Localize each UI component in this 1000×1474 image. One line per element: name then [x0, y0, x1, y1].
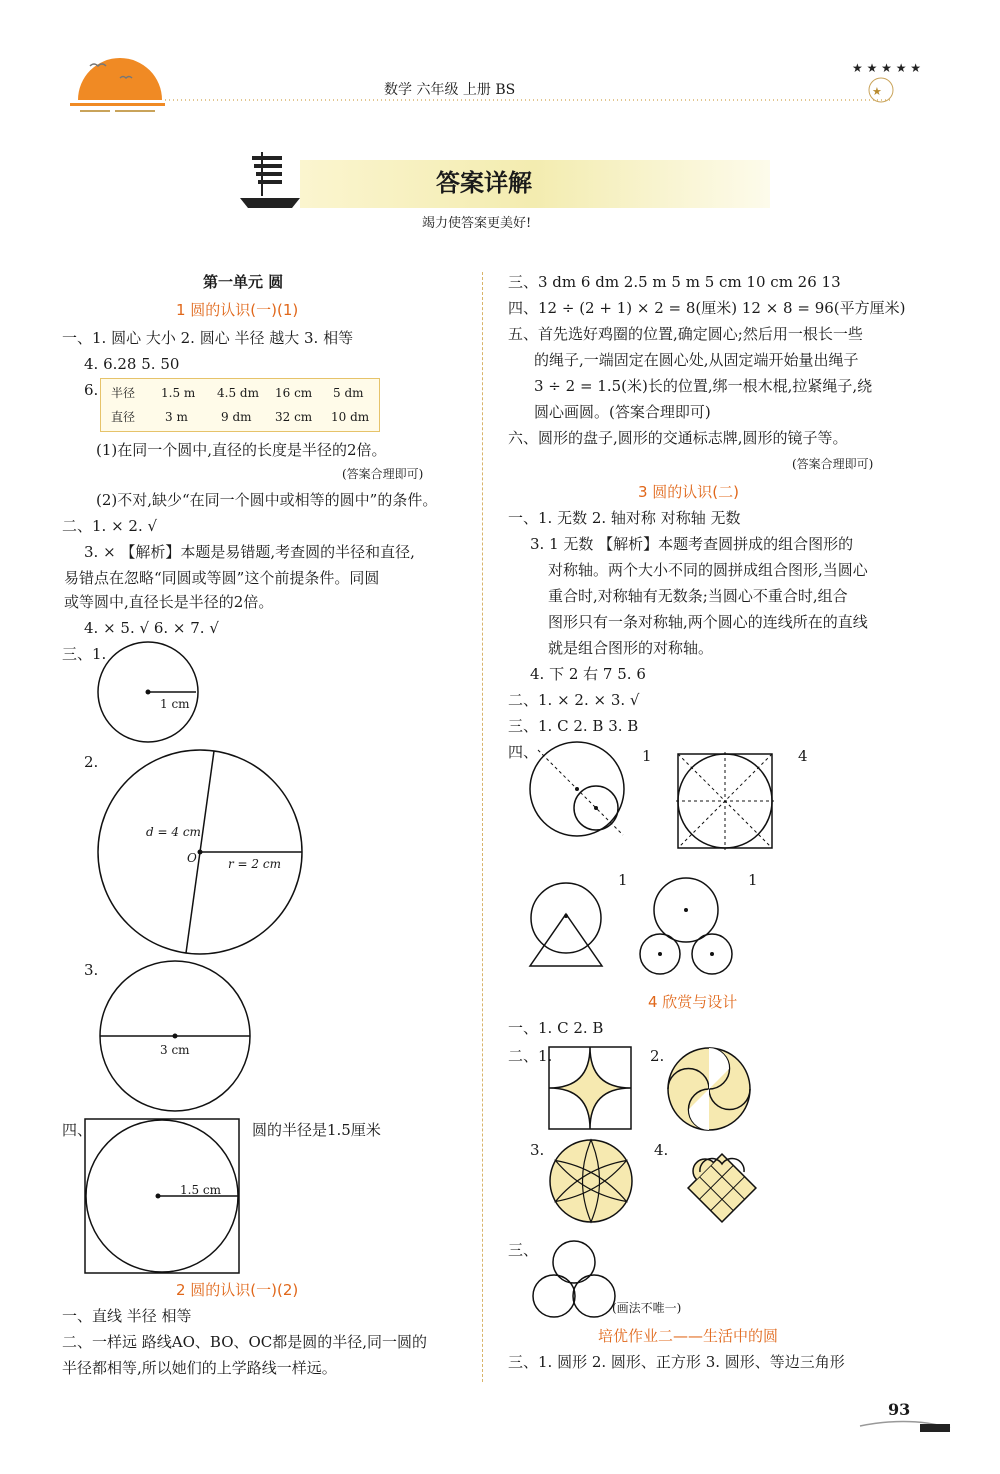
sailboat-icon: [240, 152, 300, 208]
symmetry-figure-triangle-circle: [528, 880, 604, 970]
answer-line: 对称轴。两个大小不同的圆拼成组合图形,当圆心: [548, 561, 868, 579]
lesson4-title: 4 欣赏与设计: [648, 993, 738, 1011]
circle-figure-3: [98, 960, 254, 1114]
symmetry-figure-three-circles: [638, 876, 738, 976]
page-number-decoration: [850, 1398, 980, 1438]
table-cell: 直径: [111, 410, 136, 424]
lesson2-title: 2 圆的认识(一)(2): [176, 1281, 299, 1299]
answer-line: 三、3 dm 6 dm 2.5 m 5 m 5 cm 10 cm 26 13: [508, 273, 841, 291]
answer-line: 4. 下 2 右 7 5. 6: [530, 665, 646, 683]
figure-label: O: [187, 851, 197, 865]
figure-label: r = 2 cm: [228, 857, 281, 871]
answer-line: 三、1. 圆形 2. 圆形、正方形 3. 圆形、等边三角形: [508, 1353, 845, 1371]
question-label: 3.: [530, 1141, 545, 1159]
svg-text:★: ★: [872, 85, 882, 98]
symmetry-figure-circle-square: [676, 752, 776, 852]
axis-count: 1: [618, 871, 628, 889]
answer-line: 图形只有一条对称轴,两个圆心的连线所在的直线: [548, 613, 868, 631]
figure-label: 1.5 cm: [180, 1183, 221, 1197]
page-number: 93: [888, 1400, 911, 1419]
question-label: 2.: [84, 753, 99, 771]
question-label: 2.: [650, 1047, 665, 1065]
radius-diameter-table: [100, 378, 380, 432]
answer-line: 一、1. 圆心 大小 2. 圆心 半径 越大 3. 相等: [62, 329, 354, 347]
answer-line: 3. 1 无数 【解析】本题考查圆拼成的组合图形的: [530, 535, 854, 553]
table-cell: 16 cm: [275, 386, 313, 400]
answer-line: 二、1. × 2. × 3. √: [508, 691, 640, 709]
lesson3-title: 3 圆的认识(二): [638, 483, 740, 501]
table-cell: 5 dm: [333, 386, 364, 400]
lesson5-title: 培优作业二——生活中的圆: [598, 1327, 779, 1345]
table-cell: 10 dm: [331, 410, 370, 424]
answer-line: 三、1.: [62, 645, 107, 663]
three-circles-drawing: [530, 1238, 620, 1320]
answer-line: 一、直线 半径 相等: [62, 1307, 192, 1325]
answer-line: 二、1. × 2. √: [62, 517, 158, 535]
answer-line: 二、一样远 路线AO、BO、OC都是圆的半径,同一圆的: [62, 1333, 428, 1351]
figure-label: d = 4 cm: [146, 825, 201, 839]
answer-line: 重合时,对称轴有无数条;当圆心不重合时,组合: [548, 587, 848, 605]
circle-figure-1: [96, 640, 206, 744]
symmetry-figure-two-circles: [528, 740, 630, 842]
answer-note: (画法不唯一): [612, 1301, 682, 1315]
question-label: 3.: [84, 961, 99, 979]
unit-title: 第一单元 圆: [203, 273, 284, 291]
stars-badge-icon: [852, 61, 921, 102]
table-row: [101, 383, 379, 403]
answer-line: 一、1. 无数 2. 轴对称 对称轴 无数: [508, 509, 741, 527]
answer-line: 圆的半径是1.5厘米: [252, 1121, 381, 1139]
answer-line: 二、1.: [508, 1047, 553, 1065]
figure-label: 1 cm: [160, 697, 190, 711]
table-cell: 半径: [111, 386, 136, 400]
table-cell: 3 m: [165, 410, 188, 424]
axis-count: 1: [748, 871, 758, 889]
circle-figure-2: [96, 748, 306, 956]
svg-text:★ ★ ★ ★ ★: ★ ★ ★ ★ ★: [852, 61, 922, 75]
answer-note: (答案合理即可): [792, 457, 874, 471]
answer-line: 四、: [508, 743, 539, 761]
answer-line: 的绳子,一端固定在圆心处,从固定端开始量出绳子: [534, 351, 859, 369]
answer-line: 4. × 5. √ 6. × 7. √: [84, 619, 219, 637]
answer-line: (1)在同一个圆中,直径的长度是半径的2倍。: [96, 441, 387, 459]
banner-slogan: 竭力使答案更美好!: [422, 216, 532, 231]
table-cell: 4.5 dm: [217, 386, 259, 400]
column-divider: [482, 272, 483, 1382]
question-label: 6.: [84, 381, 99, 399]
table-row: [101, 407, 379, 427]
answer-line: 就是组合图形的对称轴。: [548, 639, 714, 657]
answer-line: 半径都相等,所以她们的上学路线一样远。: [62, 1359, 337, 1377]
table-cell: 32 cm: [275, 410, 313, 424]
answer-line: 4. 6.28 5. 50: [84, 355, 180, 373]
answer-line: 3 ÷ 2 = 1.5(米)长的位置,绑一根木棍,拉紧绳子,绕: [534, 377, 873, 395]
sunset-logo-icon: [70, 58, 165, 112]
answer-line: 四、12 ÷ (2 + 1) × 2 = 8(厘米) 12 × 8 = 96(平方厘米): [508, 299, 906, 317]
answer-line: 或等圆中,直径长是半径的2倍。: [64, 593, 274, 611]
axis-count: 4: [798, 747, 808, 765]
question-label: 4.: [654, 1141, 669, 1159]
answer-line: 三、1. C 2. B 3. B: [508, 717, 639, 735]
table-cell: 1.5 m: [161, 386, 196, 400]
lesson1-title: 1 圆的认识(一)(1): [176, 301, 299, 319]
answer-line: 易错点在忽略“同圆或等圆”这个前提条件。同圆: [64, 569, 380, 587]
figure-label: 3 cm: [160, 1043, 190, 1057]
answer-line: 三、: [508, 1241, 539, 1259]
design-figure-swirl-circle: [666, 1046, 752, 1132]
answer-line: 一、1. C 2. B: [508, 1019, 604, 1037]
design-figure-star-square: [548, 1046, 634, 1132]
answer-line: 圆心画圆。(答案合理即可): [534, 403, 711, 421]
design-figure-flower-circle: [548, 1138, 634, 1224]
answer-line: (2)不对,缺少“在同一个圆中或相等的圆中”的条件。: [96, 491, 438, 509]
answer-line: 3. × 【解析】本题是易错题,考查圆的半径和直径,: [84, 543, 415, 561]
table-cell: 9 dm: [221, 410, 252, 424]
answer-line: 四、: [62, 1121, 93, 1139]
answer-note: (答案合理即可): [342, 467, 424, 481]
header-subject: 数学 六年级 上册 BS: [384, 82, 516, 98]
design-figure-heart-grid: [676, 1138, 768, 1230]
answer-line: 六、圆形的盘子,圆形的交通标志牌,圆形的镜子等。: [508, 429, 848, 447]
axis-count: 1: [642, 747, 652, 765]
answer-line: 五、首先选好鸡圈的位置,确定圆心;然后用一根长一些: [508, 325, 863, 343]
banner-title: 答案详解: [436, 169, 532, 197]
